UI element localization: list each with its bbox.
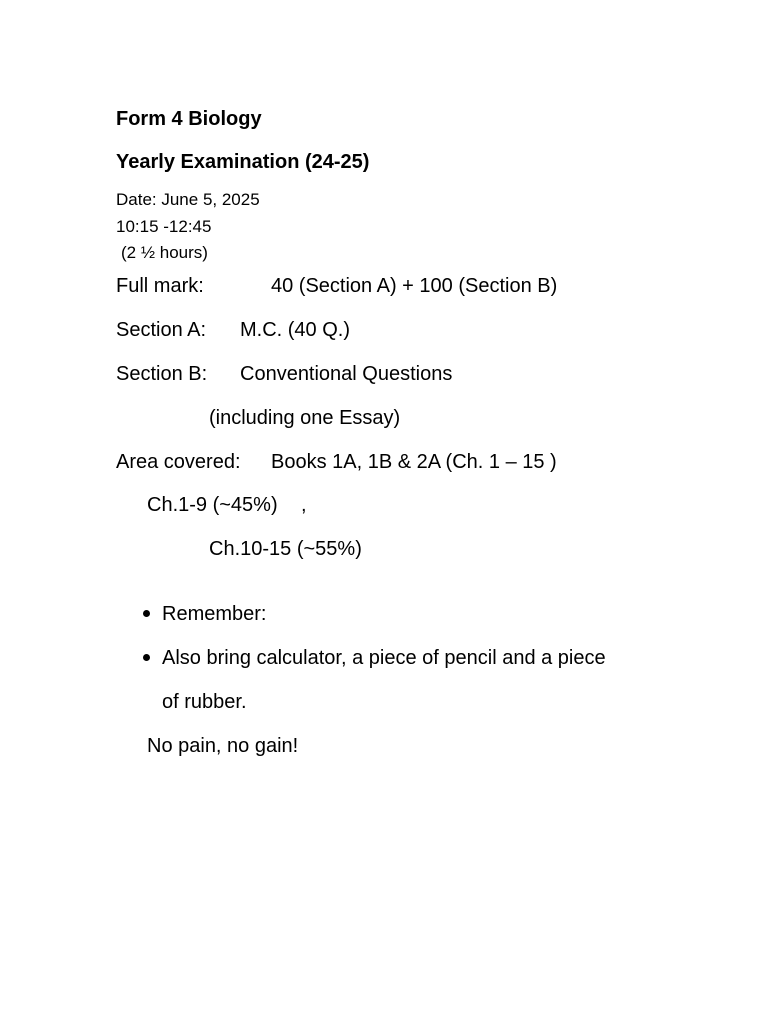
- list-item-continuation: of rubber.: [162, 691, 247, 713]
- list-item-text: Also bring calculator, a piece of pencil and a piece: [162, 647, 606, 669]
- section-b-label: Section B:: [116, 363, 208, 385]
- chapters-separator: ,: [301, 494, 307, 516]
- document-title: Form 4 Biology: [116, 108, 262, 130]
- exam-date: Date: June 5, 2025: [116, 190, 260, 209]
- closing-motto: No pain, no gain!: [147, 735, 299, 757]
- area-covered-label: Area covered:: [116, 451, 241, 473]
- section-a-value: M.C. (40 Q.): [240, 319, 351, 341]
- full-mark-value: 40 (Section A) + 100 (Section B): [271, 275, 558, 297]
- bullet-icon: [143, 610, 150, 617]
- section-b-value: Conventional Questions: [240, 363, 453, 385]
- chapters-second-range: Ch.10-15 (~55%): [209, 538, 362, 560]
- section-a-label: Section A:: [116, 319, 207, 341]
- bullet-icon: [143, 654, 150, 661]
- section-b-note: (including one Essay): [209, 407, 401, 429]
- list-item-text: Remember:: [162, 603, 267, 625]
- exam-time: 10:15 -12:45: [116, 217, 212, 236]
- area-covered-value: Books 1A, 1B & 2A (Ch. 1 – 15 ): [271, 451, 557, 473]
- chapters-first-range: Ch.1-9 (~45%): [147, 494, 278, 516]
- full-mark-label: Full mark:: [116, 275, 204, 297]
- exam-duration: (2 ½ hours): [121, 243, 208, 262]
- document-subtitle: Yearly Examination (24-25): [116, 151, 370, 173]
